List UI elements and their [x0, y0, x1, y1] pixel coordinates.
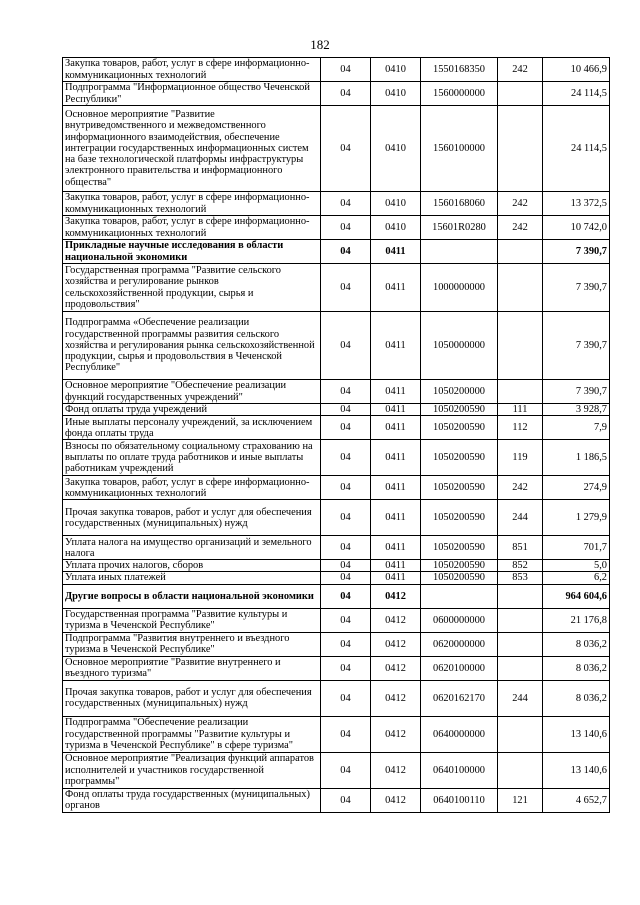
row-section: 04	[321, 656, 371, 680]
row-section: 04	[321, 500, 371, 536]
row-subsection: 0410	[371, 192, 421, 216]
row-expense-type: 242	[498, 476, 543, 500]
row-amount: 1 279,9	[543, 500, 610, 536]
row-section: 04	[321, 560, 371, 572]
row-section: 04	[321, 82, 371, 106]
row-subsection: 0411	[371, 440, 421, 476]
table-row	[63, 476, 610, 500]
row-subsection: 0411	[371, 416, 421, 440]
row-name: Иные выплаты персоналу учреждений, за исключением фонда оплаты труда	[63, 416, 321, 440]
row-name: Закупка товаров, работ, услуг в сфере информационно-коммуникационных технологий	[63, 216, 321, 240]
table-row	[63, 106, 610, 192]
row-expense-type	[498, 752, 543, 788]
row-target-code: 1050200590	[421, 416, 498, 440]
row-target-code	[421, 240, 498, 264]
row-target-code: 1560100000	[421, 106, 498, 192]
row-section: 04	[321, 404, 371, 416]
row-subsection: 0412	[371, 584, 421, 608]
row-amount: 1 186,5	[543, 440, 610, 476]
table-row	[63, 572, 610, 584]
row-subsection: 0411	[371, 264, 421, 312]
row-name: Закупка товаров, работ, услуг в сфере информационно-коммуникационных технологий	[63, 476, 321, 500]
row-amount: 10 466,9	[543, 58, 610, 82]
row-amount: 10 742,0	[543, 216, 610, 240]
row-section: 04	[321, 632, 371, 656]
table-row	[63, 656, 610, 680]
row-name: Государственная программа "Развитие сельского хозяйства и регулирование рынков сельскохозяйственной продукции, сырья и продовольствия"	[63, 264, 321, 312]
row-name: Закупка товаров, работ, услуг в сфере информационно-коммуникационных технологий	[63, 192, 321, 216]
row-expense-type	[498, 264, 543, 312]
table-row	[63, 560, 610, 572]
row-name: Подпрограмма "Развития внутреннего и въездного туризма в Чеченской Республике"	[63, 632, 321, 656]
table-row	[63, 680, 610, 716]
row-expense-type: 119	[498, 440, 543, 476]
row-expense-type	[498, 240, 543, 264]
row-expense-type	[498, 312, 543, 380]
row-section: 04	[321, 536, 371, 560]
table-body	[63, 58, 610, 813]
row-expense-type: 112	[498, 416, 543, 440]
row-section: 04	[321, 264, 371, 312]
row-target-code: 0640100000	[421, 752, 498, 788]
row-expense-type	[498, 632, 543, 656]
row-name: Основное мероприятие "Развитие внутреннего и въездного туризма"	[63, 656, 321, 680]
table-row	[63, 584, 610, 608]
table-row	[63, 312, 610, 380]
row-amount: 8 036,2	[543, 632, 610, 656]
row-amount: 3 928,7	[543, 404, 610, 416]
row-expense-type: 242	[498, 192, 543, 216]
row-subsection: 0411	[371, 500, 421, 536]
row-subsection: 0411	[371, 536, 421, 560]
row-name: Прочая закупка товаров, работ и услуг для обеспечения государственных (муниципальных) нужд	[63, 680, 321, 716]
table-row	[63, 632, 610, 656]
row-name: Государственная программа "Развитие культуры и туризма в Чеченской Республике"	[63, 608, 321, 632]
row-section: 04	[321, 476, 371, 500]
row-amount: 7,9	[543, 416, 610, 440]
row-section: 04	[321, 380, 371, 404]
row-amount: 274,9	[543, 476, 610, 500]
row-expense-type	[498, 82, 543, 106]
row-amount: 7 390,7	[543, 240, 610, 264]
row-section: 04	[321, 312, 371, 380]
row-amount: 4 652,7	[543, 788, 610, 812]
table-row	[63, 500, 610, 536]
row-amount: 13 140,6	[543, 752, 610, 788]
row-name: Фонд оплаты труда учреждений	[63, 404, 321, 416]
row-target-code: 1050200590	[421, 440, 498, 476]
row-subsection: 0411	[371, 240, 421, 264]
row-expense-type: 851	[498, 536, 543, 560]
row-name: Основное мероприятие "Реализация функций аппаратов исполнителей и участников государственной программы"	[63, 752, 321, 788]
row-target-code: 1000000000	[421, 264, 498, 312]
row-name: Другие вопросы в области национальной экономики	[63, 584, 321, 608]
row-section: 04	[321, 192, 371, 216]
row-name: Основное мероприятие "Обеспечение реализации функций государственных учреждений"	[63, 380, 321, 404]
row-section: 04	[321, 416, 371, 440]
row-section: 04	[321, 240, 371, 264]
row-target-code: 1550168350	[421, 58, 498, 82]
table-row	[63, 380, 610, 404]
table-row	[63, 192, 610, 216]
row-section: 04	[321, 216, 371, 240]
row-expense-type	[498, 716, 543, 752]
table-row	[63, 440, 610, 476]
row-section: 04	[321, 788, 371, 812]
row-amount: 13 140,6	[543, 716, 610, 752]
row-section: 04	[321, 106, 371, 192]
row-subsection: 0410	[371, 216, 421, 240]
row-section: 04	[321, 584, 371, 608]
row-expense-type: 121	[498, 788, 543, 812]
row-name: Уплата иных платежей	[63, 572, 321, 584]
row-expense-type: 242	[498, 216, 543, 240]
row-section: 04	[321, 440, 371, 476]
row-expense-type	[498, 608, 543, 632]
row-name: Подпрограмма «Обеспечение реализации государственной программы развития сельского хозяйства и регулирования рынка сельскохозяйственной продукции, сырья и продовольствия в Чеченской Республике"	[63, 312, 321, 380]
table-row	[63, 404, 610, 416]
row-name: Подпрограмма "Обеспечение реализации государственной программы "Развитие культуры и туризма в Чеченской Республике" в сфере туризма"	[63, 716, 321, 752]
row-section: 04	[321, 680, 371, 716]
row-target-code: 0640100110	[421, 788, 498, 812]
row-target-code: 15601R0280	[421, 216, 498, 240]
budget-table	[62, 57, 610, 813]
row-subsection: 0412	[371, 752, 421, 788]
row-amount: 8 036,2	[543, 656, 610, 680]
row-expense-type	[498, 656, 543, 680]
row-subsection: 0412	[371, 788, 421, 812]
table-row	[63, 716, 610, 752]
row-target-code: 0620162170	[421, 680, 498, 716]
row-section: 04	[321, 608, 371, 632]
row-name: Взносы по обязательному социальному страхованию на выплаты по оплате труда работников и иные выплаты работникам учреждений	[63, 440, 321, 476]
row-section: 04	[321, 752, 371, 788]
row-name: Основное мероприятие "Развитие внутриведомственного и межведомственного информационного взаимодействия, обеспечение интеграции государственных информационных систем на базе технологической платформы инфраструктуры электронного правительства и информационного общества"	[63, 106, 321, 192]
row-amount: 21 176,8	[543, 608, 610, 632]
row-target-code: 1050200590	[421, 536, 498, 560]
row-amount: 7 390,7	[543, 264, 610, 312]
row-target-code: 1050200590	[421, 572, 498, 584]
row-name: Закупка товаров, работ, услуг в сфере информационно-коммуникационных технологий	[63, 58, 321, 82]
row-expense-type: 242	[498, 58, 543, 82]
table-row	[63, 752, 610, 788]
row-name: Подпрограмма "Информационное общество Чеченской Республики"	[63, 82, 321, 106]
row-amount: 6,2	[543, 572, 610, 584]
row-subsection: 0411	[371, 312, 421, 380]
row-amount: 24 114,5	[543, 106, 610, 192]
table-row	[63, 264, 610, 312]
row-target-code: 1560000000	[421, 82, 498, 106]
row-target-code: 1050200590	[421, 476, 498, 500]
row-target-code: 1050200590	[421, 404, 498, 416]
row-subsection: 0410	[371, 106, 421, 192]
table-row	[63, 58, 610, 82]
row-target-code: 0620000000	[421, 632, 498, 656]
table-row	[63, 216, 610, 240]
row-expense-type	[498, 380, 543, 404]
table-row	[63, 536, 610, 560]
row-subsection: 0412	[371, 632, 421, 656]
row-section: 04	[321, 572, 371, 584]
table-row	[63, 416, 610, 440]
row-expense-type: 853	[498, 572, 543, 584]
row-name: Уплата прочих налогов, сборов	[63, 560, 321, 572]
row-amount: 5,0	[543, 560, 610, 572]
row-target-code	[421, 584, 498, 608]
row-target-code: 1560168060	[421, 192, 498, 216]
table-row	[63, 608, 610, 632]
row-target-code: 0640000000	[421, 716, 498, 752]
row-section: 04	[321, 716, 371, 752]
row-subsection: 0411	[371, 404, 421, 416]
row-amount: 7 390,7	[543, 380, 610, 404]
row-subsection: 0411	[371, 380, 421, 404]
row-target-code: 1050000000	[421, 312, 498, 380]
table-row	[63, 82, 610, 106]
row-expense-type	[498, 584, 543, 608]
row-name: Прочая закупка товаров, работ и услуг для обеспечения государственных (муниципальных) нужд	[63, 500, 321, 536]
row-target-code: 0620100000	[421, 656, 498, 680]
row-subsection: 0412	[371, 716, 421, 752]
row-target-code: 0600000000	[421, 608, 498, 632]
row-subsection: 0411	[371, 572, 421, 584]
row-expense-type: 852	[498, 560, 543, 572]
row-target-code: 1050200590	[421, 560, 498, 572]
row-amount: 701,7	[543, 536, 610, 560]
row-amount: 8 036,2	[543, 680, 610, 716]
page-number: 182	[310, 37, 330, 52]
row-section: 04	[321, 58, 371, 82]
table-row	[63, 788, 610, 812]
row-subsection: 0410	[371, 58, 421, 82]
row-subsection: 0412	[371, 608, 421, 632]
row-subsection: 0412	[371, 680, 421, 716]
row-target-code: 1050200590	[421, 500, 498, 536]
row-expense-type: 111	[498, 404, 543, 416]
row-amount: 7 390,7	[543, 312, 610, 380]
row-expense-type	[498, 106, 543, 192]
row-name: Прикладные научные исследования в области национальной экономики	[63, 240, 321, 264]
row-name: Уплата налога на имущество организаций и земельного налога	[63, 536, 321, 560]
row-amount: 13 372,5	[543, 192, 610, 216]
row-subsection: 0410	[371, 82, 421, 106]
row-expense-type: 244	[498, 680, 543, 716]
row-subsection: 0411	[371, 560, 421, 572]
row-subsection: 0411	[371, 476, 421, 500]
row-expense-type: 244	[498, 500, 543, 536]
row-subsection: 0412	[371, 656, 421, 680]
row-name: Фонд оплаты труда государственных (муниципальных) органов	[63, 788, 321, 812]
table-row	[63, 240, 610, 264]
row-amount: 24 114,5	[543, 82, 610, 106]
row-target-code: 1050200000	[421, 380, 498, 404]
row-amount: 964 604,6	[543, 584, 610, 608]
